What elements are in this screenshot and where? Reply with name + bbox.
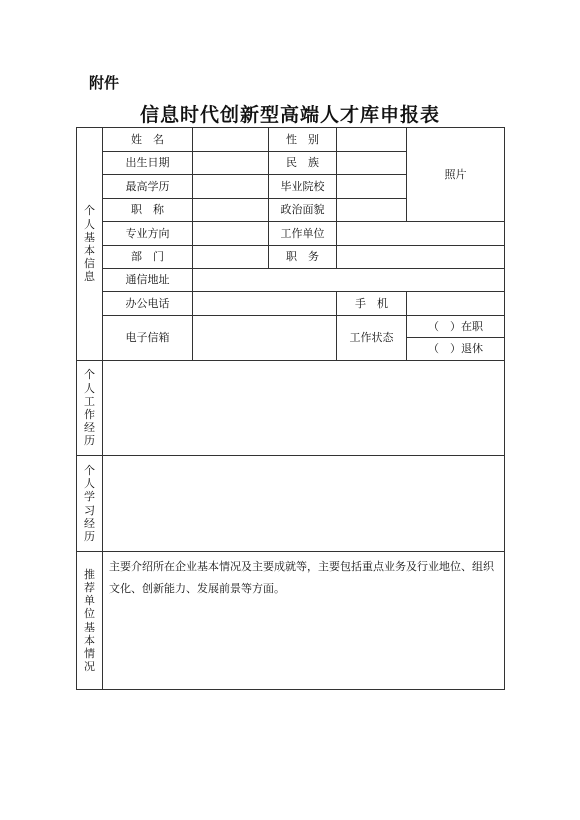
vertical-label-char: 经 bbox=[84, 421, 95, 435]
vertical-label-char: 人 bbox=[84, 477, 95, 491]
label-political-status: 政治面貌 bbox=[269, 199, 337, 222]
label-birth-date: 出生日期 bbox=[103, 152, 193, 175]
photo-box[interactable]: 照片 bbox=[407, 128, 505, 222]
vertical-label-char: 人 bbox=[84, 217, 95, 231]
vertical-label-char: 推 bbox=[84, 567, 95, 581]
field-birth-date[interactable] bbox=[193, 152, 269, 175]
field-department[interactable] bbox=[193, 246, 269, 269]
vertical-label-char: 人 bbox=[84, 381, 95, 395]
option-employed[interactable]: （ ）在职 bbox=[407, 316, 505, 338]
field-political-status[interactable] bbox=[337, 199, 407, 222]
label-mobile: 手 机 bbox=[337, 292, 407, 316]
vertical-label-char: 个 bbox=[84, 368, 95, 382]
vertical-label-char: 历 bbox=[84, 529, 95, 543]
field-study-history[interactable] bbox=[103, 456, 505, 552]
field-education[interactable] bbox=[193, 175, 269, 199]
label-title-rank: 职 称 bbox=[103, 199, 193, 222]
vertical-label-char: 位 bbox=[84, 607, 95, 621]
field-name[interactable] bbox=[193, 128, 269, 152]
label-email: 电子信箱 bbox=[103, 316, 193, 361]
label-position: 职 务 bbox=[269, 246, 337, 269]
vertical-label-char: 基 bbox=[84, 230, 95, 244]
vertical-label-char: 历 bbox=[84, 434, 95, 448]
option-retired[interactable]: （ ）退休 bbox=[407, 338, 505, 361]
vertical-label-char: 本 bbox=[84, 633, 95, 647]
field-ethnicity[interactable] bbox=[337, 152, 407, 175]
label-name: 姓 名 bbox=[103, 128, 193, 152]
vertical-label-char: 工 bbox=[84, 394, 95, 408]
field-school[interactable] bbox=[337, 175, 407, 199]
label-address: 通信地址 bbox=[103, 269, 193, 292]
field-mobile[interactable] bbox=[407, 292, 505, 316]
label-school: 毕业院校 bbox=[269, 175, 337, 199]
company-intro-text[interactable]: 主要介绍所在企业基本情况及主要成就等，主要包括重点业务及行业地位、组织文化、创新能力、发展前景等方面。 bbox=[103, 552, 505, 690]
vertical-label-char: 经 bbox=[84, 516, 95, 530]
vertical-label-char: 单 bbox=[84, 594, 95, 608]
section-company-info bbox=[77, 552, 103, 690]
section-personal-info bbox=[77, 128, 103, 361]
form-title: 信息时代创新型高端人才库申报表 bbox=[139, 104, 440, 126]
section-study-history bbox=[77, 456, 103, 552]
field-email[interactable] bbox=[193, 316, 337, 361]
vertical-label-char: 基 bbox=[84, 620, 95, 634]
vertical-label-char: 况 bbox=[84, 660, 95, 674]
label-gender: 性 别 bbox=[269, 128, 337, 152]
field-employer[interactable] bbox=[337, 222, 505, 246]
field-gender[interactable] bbox=[337, 128, 407, 152]
field-specialty[interactable] bbox=[193, 222, 269, 246]
vertical-label-char: 作 bbox=[84, 408, 95, 421]
label-employer: 工作单位 bbox=[269, 222, 337, 246]
label-specialty: 专业方向 bbox=[103, 222, 193, 246]
field-address[interactable] bbox=[193, 269, 505, 292]
label-office-phone: 办公电话 bbox=[103, 292, 193, 316]
vertical-label-char: 情 bbox=[84, 646, 95, 660]
application-form-table bbox=[76, 127, 505, 690]
section-work-history bbox=[77, 361, 103, 456]
vertical-label-char: 学 bbox=[84, 490, 95, 504]
label-work-status: 工作状态 bbox=[337, 316, 407, 361]
field-title-rank[interactable] bbox=[193, 199, 269, 222]
label-department: 部 门 bbox=[103, 246, 193, 269]
label-education: 最高学历 bbox=[103, 175, 193, 199]
vertical-label-char: 个 bbox=[84, 463, 95, 477]
label-ethnicity: 民 族 bbox=[269, 152, 337, 175]
attachment-label: 附件 bbox=[89, 74, 120, 92]
vertical-label-char: 习 bbox=[84, 503, 95, 517]
vertical-label-char: 荐 bbox=[84, 580, 95, 594]
vertical-label-char: 息 bbox=[84, 270, 95, 284]
vertical-label-char: 个 bbox=[84, 204, 95, 218]
vertical-label-char: 信 bbox=[84, 257, 95, 271]
field-position[interactable] bbox=[337, 246, 505, 269]
vertical-label-char: 本 bbox=[84, 244, 95, 257]
field-office-phone[interactable] bbox=[193, 292, 337, 316]
field-work-history[interactable] bbox=[103, 361, 505, 456]
